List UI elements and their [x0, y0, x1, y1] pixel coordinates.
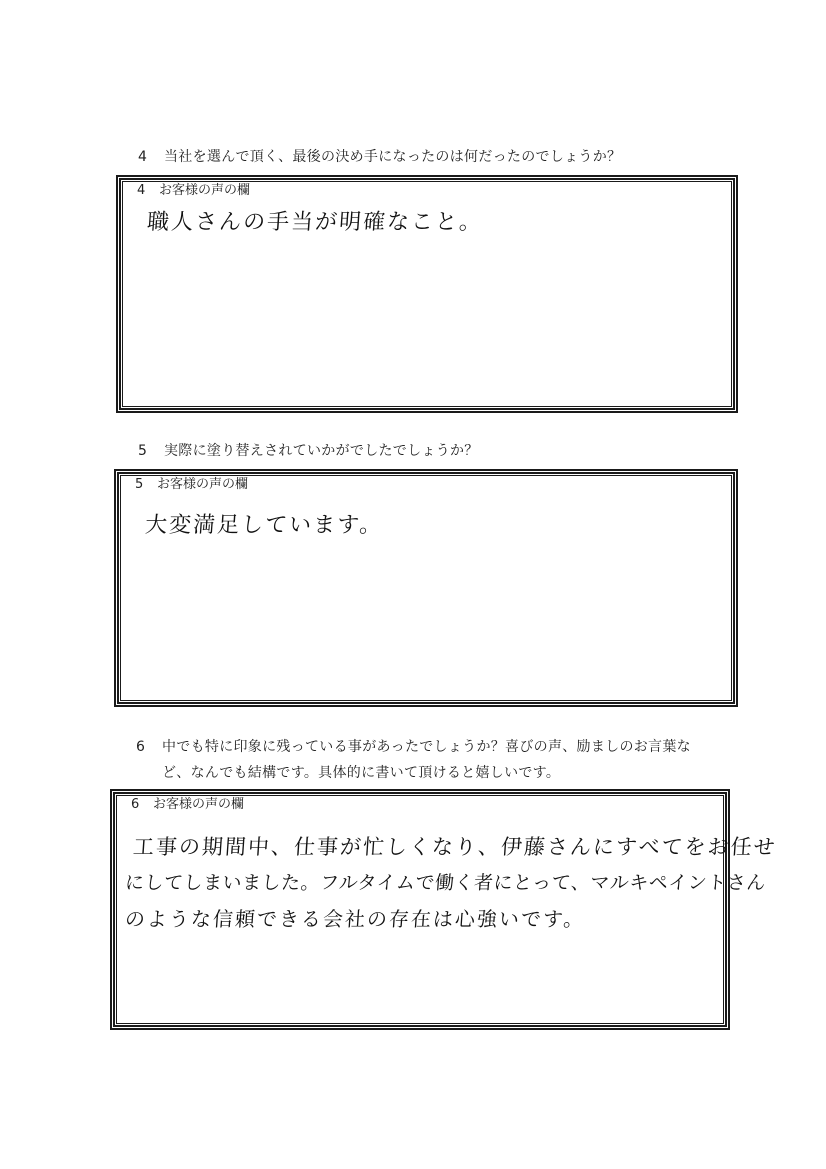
question-text-line-2: ど、なんでも結構です。具体的に書いて頂けると嬉しいです。 — [162, 765, 561, 781]
box-label-number: 6 — [131, 797, 140, 812]
handwritten-answer-line: 職人さんの手当が明確なこと。 — [146, 210, 484, 235]
box-label-number: 5 — [135, 477, 144, 492]
box-label-text: お客様の声の欄 — [153, 797, 245, 812]
answer-box-6 — [110, 789, 778, 1030]
box-label — [135, 476, 248, 494]
box-label-text: お客様の声の欄 — [157, 477, 249, 492]
question-number: 6 — [136, 739, 146, 755]
box-label-number: 4 — [137, 183, 146, 198]
question-4 — [138, 146, 778, 168]
question-text-line-1: 中でも特に印象に残っている事があったでしょうか？喜びの声、励ましのお言葉な — [162, 739, 691, 755]
answer-box-5 — [114, 469, 738, 707]
question-text: 実際に塗り替えされていかがでしたでしょうか？ — [164, 443, 479, 459]
question-number: 4 — [138, 149, 148, 165]
box-label — [137, 182, 250, 200]
question-6 — [136, 736, 786, 784]
handwritten-answer-line: のような信頼できる会社の存在は心強いです。 — [124, 907, 587, 931]
question-text: 当社を選んで頂く、最後の決め手になったのは何だったのでしょうか？ — [164, 149, 622, 165]
box-label — [131, 796, 244, 814]
question-number: 5 — [138, 443, 148, 459]
answer-box-4 — [116, 175, 738, 413]
handwritten-answer-line: にしてしまいました。フルタイムで働く者にとって、マルキペイントさん — [124, 872, 767, 894]
question-5 — [138, 440, 778, 462]
box-label-text: お客様の声の欄 — [159, 183, 251, 198]
handwritten-answer-line: 工事の期間中、仕事が忙しくなり、伊藤さんにすべてをお任せ — [132, 835, 778, 859]
handwritten-answer-line: 大変満足しています。 — [144, 513, 385, 538]
